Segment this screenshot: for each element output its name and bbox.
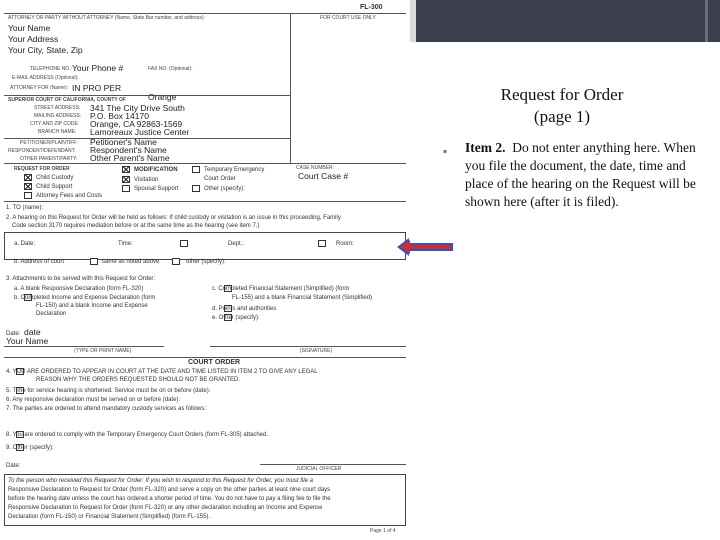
respondent-value: Respondent's Name <box>90 145 167 155</box>
item-2b: Code section 3170 requires mediation before or at the same time as the hearing (see item 7.) <box>12 223 260 229</box>
city-label: CITY AND ZIP CODE: <box>30 121 80 127</box>
judge-date-label: Date: <box>6 463 21 469</box>
notice-line-1: To the person who received this Request for Order: If you wish to respond to this Request for Order, you must file a <box>8 478 313 484</box>
county-value: Orange <box>148 92 177 102</box>
item-4b: REASON WHY THE ORDERS REQUESTED SHOULD NOT BE GRANTED. <box>36 377 241 383</box>
court-order-label: Court Order <box>204 176 236 182</box>
visitation-checkbox <box>122 176 130 183</box>
notice-line-3: before the hearing date unless the court has ordered a shorter period of time. You do not have to pay a filing fee to file the <box>8 496 331 502</box>
bullet-paragraph <box>465 139 705 211</box>
other-address-checkbox <box>172 258 180 265</box>
bullet-icon: ▪ <box>443 148 448 155</box>
item-8: 8. You are ordered to comply with the Temporary Emergency Court Orders (form FL-305) attached. <box>6 432 269 438</box>
telephone-label: TELEPHONE NO.: <box>30 66 72 72</box>
case-number-label: CASE NUMBER: <box>296 165 335 171</box>
item-9: 9. Other (specify): <box>6 445 54 451</box>
same-as-above-label: same as noted above <box>102 259 160 265</box>
slide-title-line-2: (page 1) <box>533 107 591 126</box>
attorney-for-label: ATTORNEY FOR (Name): <box>10 85 69 91</box>
modification-label: MODIFICATION <box>134 167 178 173</box>
judicial-officer-caption: JUDICIAL OFFICER <box>296 466 342 472</box>
hearing-room-label: Room: <box>336 241 354 247</box>
item-3b-line2: FL-150) and a blank Income and Expense <box>36 303 148 309</box>
bullet-body: Do not enter anything here. When you file the document, the date, time and place of the hearing on the Request will be shown here (after it is filed). <box>465 140 696 209</box>
page-number: Page 1 of 4 <box>370 528 396 534</box>
court-caption: SUPERIOR COURT OF CALIFORNIA, COUNTY OF <box>8 97 126 103</box>
branch-value: Lamoreaux Justice Center <box>90 127 190 137</box>
party-address: Your Address <box>8 34 59 44</box>
party-name: Your Name <box>8 23 51 33</box>
bullet-label: Item 2. <box>465 140 506 155</box>
item-6: 6. Any responsive declaration must be served on or before (date): <box>6 397 181 403</box>
child-custody-label: Child Custody <box>36 175 74 181</box>
notice-line-2: Responsive Declaration to Request for Order (form FL-320) and serve a copy on the other parties at least nine court days <box>8 487 331 493</box>
header-bar <box>410 0 720 42</box>
pointer-arrow-icon <box>395 236 455 258</box>
visitation-label: Visitation <box>134 177 159 183</box>
mailing-label: MAILING ADDRESS: <box>34 113 82 119</box>
other-party-label: OTHER PARENT/PARTY: <box>20 156 78 162</box>
header-bar-stripe <box>705 0 708 42</box>
item-3c: c. Completed Financial Statement (Simplified) (form <box>212 286 350 292</box>
petitioner-label: PETITIONER/PLAINTIFF: <box>20 140 78 146</box>
item-3e: e. Other (specify): <box>212 315 260 321</box>
email-label: E-MAIL ADDRESS (Optional): <box>12 75 79 81</box>
attorney-caption: ATTORNEY OR PARTY WITHOUT ATTORNEY (Name, State Bar number, and address): <box>8 15 205 21</box>
party-city: Your City, State, Zip <box>8 45 83 55</box>
respondent-label: RESPONDENT/DEFENDANT: <box>8 148 76 154</box>
item-2: 2. A hearing on this Request for Order will be held as follows: If child custody or visitation is an issue in this proceeding, Family <box>6 215 341 221</box>
hearing-time-label: Time: <box>118 241 133 247</box>
other-party-value: Other Parent's Name <box>90 153 170 163</box>
type-name-caption: (TYPE OR PRINT NAME) <box>74 348 132 354</box>
spousal-support-checkbox <box>122 185 130 192</box>
other-specify-checkbox <box>192 185 200 192</box>
other-address-label: other (specify): <box>186 259 226 265</box>
child-support-label: Child Support <box>36 184 73 190</box>
telephone-value: Your Phone # <box>72 63 124 73</box>
attorney-fees-label: Attorney Fees and Costs <box>36 193 103 199</box>
date-sig-label: Date: <box>6 331 21 337</box>
hearing-dept-label: Dept.: <box>228 241 245 247</box>
slide-title-line-1: Request for Order <box>500 85 624 104</box>
notice-line-4: Responsive Declaration to Request for Order (form FL-320) or any other declaration including an Income and Expense <box>8 505 323 511</box>
item-1: 1. TO (name): <box>6 205 44 211</box>
fax-label: FAX NO. (Optional): <box>148 66 193 72</box>
slide-title <box>462 84 662 128</box>
form-number: FL-300 <box>360 4 383 11</box>
attorney-for-value: IN PRO PER <box>72 83 122 93</box>
child-support-checkbox <box>24 183 32 190</box>
notice-line-5: Declaration (form FL-150) or Financial Statement (Simplified) (form FL-155). <box>8 514 211 520</box>
item-5: 5. Time for service hearing is shortened. Service must be on or before (date): <box>6 388 211 394</box>
temp-emergency-checkbox <box>192 166 200 173</box>
street-value: 341 The City Drive South <box>90 103 185 113</box>
hearing-date-label: a. Date: <box>14 241 36 247</box>
request-caption: REQUEST FOR ORDER <box>14 166 70 172</box>
court-order-heading: COURT ORDER <box>188 359 241 366</box>
spousal-support-label: Spousal Support <box>134 186 179 192</box>
hearing-time-checkbox <box>180 240 188 247</box>
child-custody-checkbox <box>24 174 32 181</box>
mailing-value: P.O. Box 14170 <box>90 111 149 121</box>
temp-emergency-label: Temporary Emergency <box>204 167 265 173</box>
signature-caption: (SIGNATURE) <box>300 348 333 354</box>
item-3c-line2: FL-155) and a blank Financial Statement (Simplified) <box>232 295 373 301</box>
item-4: 4. YOU ARE ORDERED TO APPEAR IN COURT AT THE DATE AND TIME LISTED IN ITEM 2 TO GIVE ANY LEGAL <box>6 369 318 375</box>
item-3d: d. Points and authorities <box>212 306 277 312</box>
attorney-fees-checkbox <box>24 192 32 199</box>
item-3: 3. Attachments to be served with this Request for Order: <box>6 276 156 282</box>
petitioner-value: Petitioner's Name <box>90 137 157 147</box>
item-3b-line3: Declaration <box>36 311 67 317</box>
header-bar-tab <box>410 0 416 42</box>
item-3a: a. A blank Responsive Declaration (form FL-320) <box>14 286 144 292</box>
item-3b: b. Completed Income and Expense Declaration (form <box>14 295 156 301</box>
court-use-label: FOR COURT USE ONLY <box>320 15 376 21</box>
branch-label: BRANCH NAME: <box>38 129 77 135</box>
court-address-label: b. Address of court <box>14 259 65 265</box>
case-number-value: Court Case # <box>298 171 349 181</box>
same-as-above-checkbox <box>90 258 98 265</box>
hearing-room-checkbox <box>318 240 326 247</box>
date-sig-value: date <box>24 327 41 337</box>
item-7: 7. The parties are ordered to attend mandatory custody services as follows: <box>6 406 206 412</box>
street-label: STREET ADDRESS: <box>34 105 81 111</box>
name-value: Your Name <box>6 336 49 346</box>
city-value: Orange, CA 92863-1569 <box>90 119 183 129</box>
modification-checkbox <box>122 166 130 173</box>
other-specify-label: Other (specify): <box>204 186 246 192</box>
